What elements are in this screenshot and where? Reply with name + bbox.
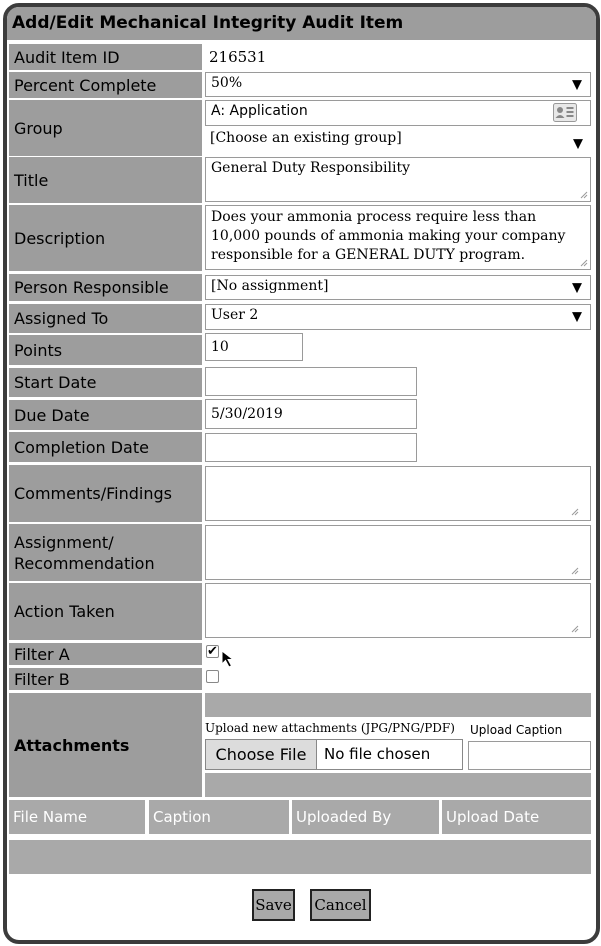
person-responsible-value: [No assignment] (211, 278, 329, 294)
cancel-button[interactable]: Cancel (310, 889, 371, 921)
choose-file-button[interactable]: Choose File (206, 740, 317, 769)
group-choose-select[interactable] (205, 128, 591, 155)
resize-handle-icon[interactable] (570, 566, 579, 575)
column-header-uploaded-by[interactable]: Uploaded By (292, 800, 439, 834)
upload-caption-input[interactable] (468, 741, 591, 770)
assignment-recommendation-textarea[interactable] (205, 525, 591, 580)
no-file-chosen-text: No file chosen (324, 745, 431, 763)
due-date-label: Due Date (9, 400, 202, 430)
filter-a-checkbox[interactable]: ✔ (207, 644, 218, 659)
audit-item-id-value: 216531 (205, 44, 591, 70)
resize-handle-icon[interactable] (579, 258, 588, 267)
assignment-label-line2: Recommendation (14, 553, 155, 573)
group-choose-value: [Choose an existing group] (210, 130, 402, 146)
points-label: Points (9, 335, 202, 365)
completion-date-input[interactable] (205, 433, 417, 462)
attachments-header-bar (205, 693, 591, 717)
assignment-recommendation-label (9, 524, 202, 581)
audit-item-dialog (3, 3, 600, 944)
resize-handle-icon[interactable] (579, 190, 588, 199)
chevron-down-icon: ▼ (573, 136, 583, 152)
file-input[interactable] (205, 739, 463, 770)
audit-item-id-label: Audit Item ID (9, 44, 202, 70)
contact-card-icon[interactable] (553, 103, 577, 122)
person-responsible-select[interactable] (205, 275, 591, 300)
due-date-input[interactable]: 5/30/2019 (205, 399, 417, 429)
assigned-to-value: User 2 (211, 307, 259, 323)
column-header-caption[interactable]: Caption (149, 800, 289, 834)
points-input[interactable]: 10 (205, 333, 303, 361)
action-taken-label: Action Taken (9, 583, 202, 640)
filter-b-label: Filter B (9, 668, 202, 690)
resize-handle-icon[interactable] (570, 507, 579, 516)
title-value: General Duty Responsibility (211, 160, 410, 176)
attachments-empty-row (9, 840, 591, 874)
title-textarea[interactable] (205, 157, 591, 202)
attachments-footer-bar (205, 773, 591, 797)
percent-complete-value: 50% (211, 75, 243, 91)
description-textarea[interactable] (205, 205, 591, 270)
group-input[interactable] (205, 100, 591, 126)
percent-complete-label: Percent Complete (9, 72, 202, 98)
dialog-title: Add/Edit Mechanical Integrity Audit Item (7, 7, 596, 40)
assignment-label-line1: Assignment/ (14, 532, 114, 552)
title-label: Title (9, 157, 202, 203)
start-date-label: Start Date (9, 368, 202, 397)
group-value: A: Application (211, 103, 308, 119)
column-header-upload-date[interactable]: Upload Date (442, 800, 591, 834)
action-taken-textarea[interactable] (205, 583, 591, 638)
description-value: Does your ammonia process require less than 10,000 pounds of ammonia making your company responsible for a GENERAL DUTY program. (211, 209, 566, 263)
chevron-down-icon: ▼ (572, 280, 582, 295)
completion-date-label: Completion Date (9, 432, 202, 462)
upload-attachments-label: Upload new attachments (JPG/PNG/PDF) (205, 721, 455, 735)
comments-findings-label: Comments/Findings (9, 465, 202, 522)
filter-a-label: Filter A (9, 643, 202, 665)
assigned-to-select[interactable] (205, 304, 591, 330)
comments-findings-textarea[interactable] (205, 466, 591, 521)
save-button[interactable]: Save (252, 889, 295, 921)
upload-caption-label: Upload Caption (470, 723, 563, 737)
description-label: Description (9, 205, 202, 271)
chevron-down-icon: ▼ (572, 309, 582, 325)
attachments-label: Attachments (9, 693, 202, 797)
column-header-file-name[interactable]: File Name (9, 800, 145, 834)
group-label: Group (9, 100, 202, 156)
filter-b-checkbox[interactable] (206, 670, 219, 683)
assigned-to-label: Assigned To (9, 304, 202, 333)
resize-handle-icon[interactable] (570, 624, 579, 633)
person-responsible-label: Person Responsible (9, 274, 202, 301)
percent-complete-select[interactable] (205, 72, 591, 97)
mouse-cursor-icon (221, 650, 241, 670)
start-date-input[interactable] (205, 367, 417, 396)
chevron-down-icon: ▼ (572, 77, 582, 92)
